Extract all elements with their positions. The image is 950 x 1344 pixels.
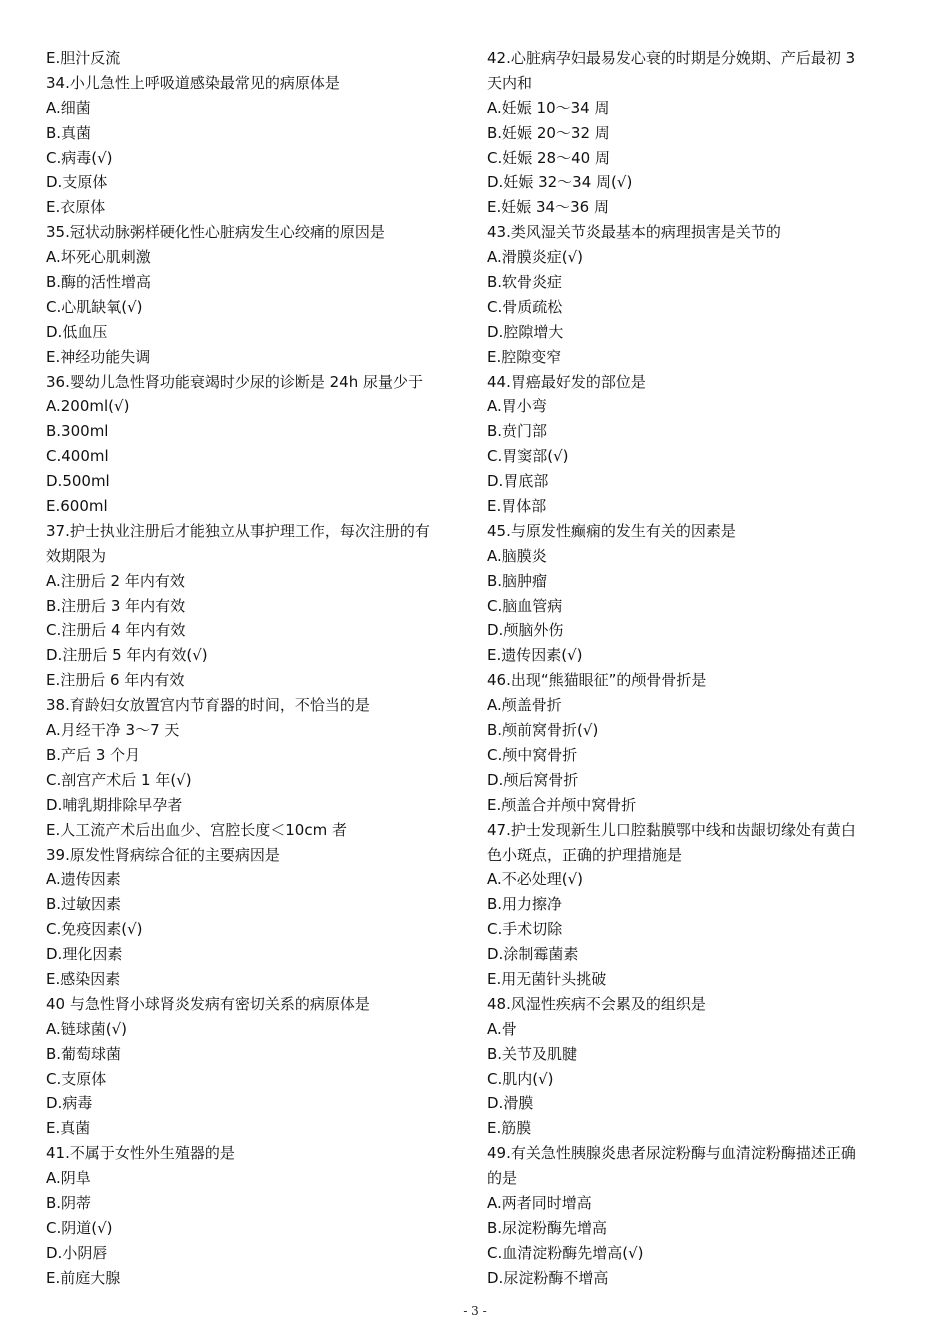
- answer-option: E.神经功能失调: [46, 347, 151, 366]
- answer-option: B.过敏因素: [46, 895, 122, 914]
- answer-option: D.滑膜: [487, 1094, 534, 1113]
- answer-option: E.人工流产术后出血少、宫腔长度＜10cm 者: [46, 820, 347, 839]
- answer-option: E.衣原体: [46, 198, 106, 217]
- answer-option: B.软骨炎症: [487, 273, 563, 292]
- answer-option: B.注册后 3 年内有效: [46, 596, 186, 615]
- answer-option: B.妊娠 20～32 周: [487, 123, 610, 142]
- answer-option: C.阴道(√): [46, 1218, 113, 1237]
- answer-option: A.阴阜: [46, 1169, 91, 1188]
- answer-option: B.尿淀粉酶先增高: [487, 1218, 608, 1237]
- answer-option: E.600ml: [46, 497, 108, 516]
- answer-option: A.月经干净 3～7 天: [46, 721, 180, 740]
- answer-option: A.两者同时增高: [487, 1193, 592, 1212]
- answer-option: E.腔隙变窄: [487, 347, 562, 366]
- answer-option: C.免疫因素(√): [46, 920, 143, 939]
- answer-option: E.胃体部: [487, 497, 547, 516]
- answer-option: C.剖宫产术后 1 年(√): [46, 770, 192, 789]
- answer-option: C.颅中窝骨折: [487, 745, 578, 764]
- question-stem-continuation: 效期限为: [46, 546, 107, 565]
- answer-option: E.真菌: [46, 1119, 91, 1138]
- answer-option: D.胃底部: [487, 472, 549, 491]
- question-stem: 43.类风湿关节炎最基本的病理损害是关节的: [487, 223, 781, 242]
- answer-option: E.筋膜: [487, 1119, 532, 1138]
- question-stem: 45.与原发性癫痫的发生有关的因素是: [487, 521, 736, 540]
- question-stem: 39.原发性肾病综合征的主要病因是: [46, 845, 280, 864]
- left-column: [46, 46, 466, 1291]
- answer-option: C.注册后 4 年内有效: [46, 621, 186, 640]
- answer-option: C.手术切除: [487, 920, 563, 939]
- question-stem: 34.小儿急性上呼吸道感染最常见的病原体是: [46, 73, 340, 92]
- answer-option: A.200ml(√): [46, 397, 130, 416]
- question-stem: 48.风湿性疾病不会累及的组织是: [487, 994, 706, 1013]
- answer-option: A.遗传因素: [46, 870, 121, 889]
- page-number: - 3 -: [463, 1304, 487, 1318]
- answer-option: B.300ml: [46, 422, 109, 441]
- answer-option: A.细菌: [46, 98, 91, 117]
- answer-option: D.腔隙增大: [487, 322, 564, 341]
- answer-option: D.哺乳期排除早孕者: [46, 795, 183, 814]
- answer-option: B.产后 3 个月: [46, 745, 141, 764]
- answer-option: C.妊娠 28～40 周: [487, 148, 610, 167]
- answer-option: B.关节及肌腱: [487, 1044, 578, 1063]
- answer-option: B.脑肿瘤: [487, 571, 548, 590]
- question-stem: 40 与急性肾小球肾炎发病有密切关系的病原体是: [46, 994, 370, 1013]
- answer-option: D.500ml: [46, 472, 110, 491]
- answer-option: E.胆汁反流: [46, 49, 121, 67]
- answer-option: D.颅后窝骨折: [487, 770, 579, 789]
- answer-option: D.支原体: [46, 173, 108, 192]
- answer-option: A.骨: [487, 1019, 517, 1038]
- answer-option: A.滑膜炎症(√): [487, 248, 584, 267]
- question-stem: 37.护士执业注册后才能独立从事护理工作，每次注册的有: [46, 521, 430, 540]
- answer-option: D.小阴唇: [46, 1243, 108, 1262]
- answer-option: B.酶的活性增高: [46, 273, 152, 292]
- answer-option: C.400ml: [46, 447, 109, 466]
- answer-option: B.颅前窝骨折(√): [487, 721, 599, 740]
- question-stem-continuation: 色小斑点，正确的护理措施是: [487, 845, 683, 864]
- answer-option: D.理化因素: [46, 945, 123, 964]
- answer-option: D.妊娠 32～34 周(√): [487, 173, 633, 192]
- answer-option: C.心肌缺氧(√): [46, 297, 143, 316]
- answer-option: D.尿淀粉酶不增高: [487, 1268, 609, 1287]
- question-stem-continuation: 的是: [487, 1169, 518, 1188]
- question-stem-continuation: 天内和: [487, 73, 533, 92]
- answer-option: E.遗传因素(√): [487, 646, 583, 665]
- question-stem: 42.心脏病孕妇最易发心衰的时期是分娩期、产后最初 3: [487, 49, 856, 67]
- answer-option: A.脑膜炎: [487, 546, 547, 565]
- right-column: [487, 46, 909, 1291]
- question-stem: 36.婴幼儿急性肾功能衰竭时少尿的诊断是 24h 尿量少于: [46, 372, 423, 391]
- answer-option: D.注册后 5 年内有效(√): [46, 646, 208, 665]
- answer-option: D.病毒: [46, 1094, 93, 1113]
- answer-option: A.胃小弯: [487, 397, 547, 416]
- answer-option: E.前庭大腺: [46, 1268, 121, 1287]
- answer-option: A.颅盖骨折: [487, 696, 562, 715]
- question-stem: 35.冠状动脉粥样硬化性心脏病发生心绞痛的原因是: [46, 223, 385, 242]
- answer-option: B.用力擦净: [487, 895, 563, 914]
- answer-option: E.注册后 6 年内有效: [46, 671, 185, 690]
- answer-option: B.葡萄球菌: [46, 1044, 122, 1063]
- question-stem: 38.育龄妇女放置宫内节育器的时间，不恰当的是: [46, 696, 370, 715]
- answer-option: C.病毒(√): [46, 148, 113, 167]
- question-stem: 41.不属于女性外生殖器的是: [46, 1144, 235, 1163]
- answer-option: C.脑血管病: [487, 596, 563, 615]
- answer-option: C.支原体: [46, 1069, 107, 1088]
- question-stem: 49.有关急性胰腺炎患者尿淀粉酶与血清淀粉酶描述正确: [487, 1144, 856, 1163]
- answer-option: B.真菌: [46, 123, 92, 142]
- answer-option: A.坏死心肌刺激: [46, 248, 151, 267]
- answer-option: A.妊娠 10～34 周: [487, 98, 610, 117]
- answer-option: A.链球菌(√): [46, 1019, 128, 1038]
- answer-option: D.颅脑外伤: [487, 621, 564, 640]
- answer-option: E.颅盖合并颅中窝骨折: [487, 795, 637, 814]
- answer-option: B.贲门部: [487, 422, 548, 441]
- answer-option: E.感染因素: [46, 969, 121, 988]
- answer-option: A.注册后 2 年内有效: [46, 571, 185, 590]
- question-stem: 47.护士发现新生儿口腔黏膜鄂中线和齿龈切缘处有黄白: [487, 820, 856, 839]
- answer-option: E.用无菌针头挑破: [487, 969, 607, 988]
- answer-option: D.涂制霉菌素: [487, 945, 579, 964]
- answer-option: E.妊娠 34～36 周: [487, 198, 609, 217]
- answer-option: B.阴蒂: [46, 1193, 92, 1212]
- answer-option: C.骨质疏松: [487, 297, 563, 316]
- answer-option: C.血清淀粉酶先增高(√): [487, 1243, 644, 1262]
- answer-option: D.低血压: [46, 322, 108, 341]
- answer-option: A.不必处理(√): [487, 870, 584, 889]
- answer-option: C.胃窦部(√): [487, 447, 569, 466]
- question-stem: 46.出现“熊猫眼征”的颅骨骨折是: [487, 671, 707, 690]
- answer-option: C.肌内(√): [487, 1069, 554, 1088]
- question-stem: 44.胃癌最好发的部位是: [487, 372, 646, 391]
